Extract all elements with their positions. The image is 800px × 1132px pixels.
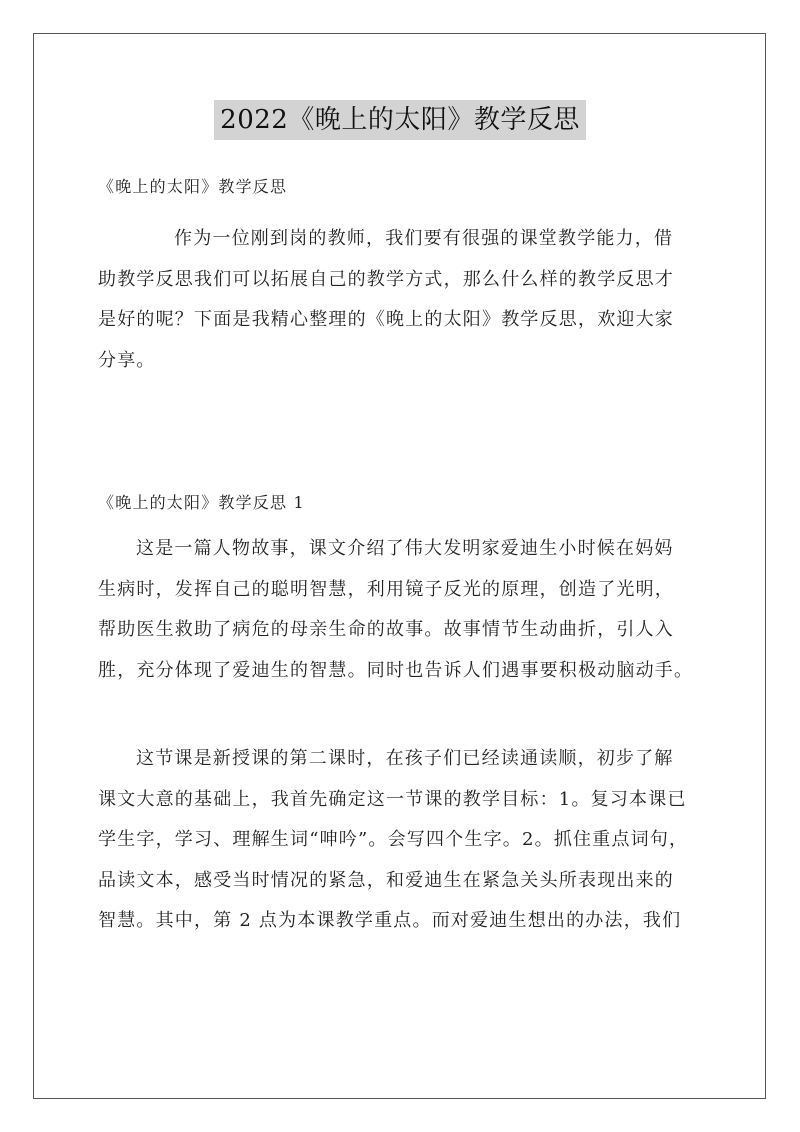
title-container: [0, 100, 800, 140]
intro-line: 助教学反思我们可以拓展自己的教学方式，那么什么样的教学反思才: [98, 268, 674, 290]
paragraph-line: 学生字，学习、理解生词“呻吟”。会写四个生字。2。抓住重点词句，: [98, 829, 689, 850]
paragraph-line: 智慧。其中，第 2 点为本课教学重点。而对爱迪生想出的办法，我们: [98, 910, 682, 931]
intro-line: 是好的呢？下面是我精心整理的《晚上的太阳》教学反思，欢迎大家: [98, 309, 674, 330]
document-subtitle: 《晚上的太阳》教学反思: [98, 177, 288, 196]
paragraph-line: 生病时，发挥自己的聪明智慧，利用镜子反光的原理，创造了光明，: [98, 578, 674, 600]
intro-line: 作为一位刚到岗的教师，我们要有很强的课堂教学能力，借: [174, 228, 674, 249]
paragraph-line: 胜，充分体现了爱迪生的智慧。同时也告诉人们遇事要积极动脑动手。: [98, 659, 694, 681]
section-heading: 《晚上的太阳》教学反思 1: [98, 493, 305, 512]
paragraph-line: 这是一篇人物故事，课文介绍了伟大发明家爱迪生小时候在妈妈: [136, 538, 674, 559]
paragraph-line: 这节课是新授课的第二课时，在孩子们已经读通读顺，初步了解: [136, 748, 674, 769]
paragraph-line: 课文大意的基础上，我首先确定这一节课的教学目标：1。复习本课已: [98, 788, 687, 810]
paragraph-line: 帮助医生救助了病危的母亲生命的故事。故事情节生动曲折，引人入: [98, 619, 674, 640]
document-title: 2022《晚上的太阳》教学反思: [214, 100, 586, 140]
paragraph-line: 品读文本，感受当时情况的紧急，和爱迪生在紧急关头所表现出来的: [98, 869, 674, 891]
intro-line: 分享。: [98, 349, 156, 371]
paragraph-1: [98, 529, 708, 691]
intro-paragraph: [98, 219, 708, 381]
paragraph-2: [98, 739, 708, 942]
